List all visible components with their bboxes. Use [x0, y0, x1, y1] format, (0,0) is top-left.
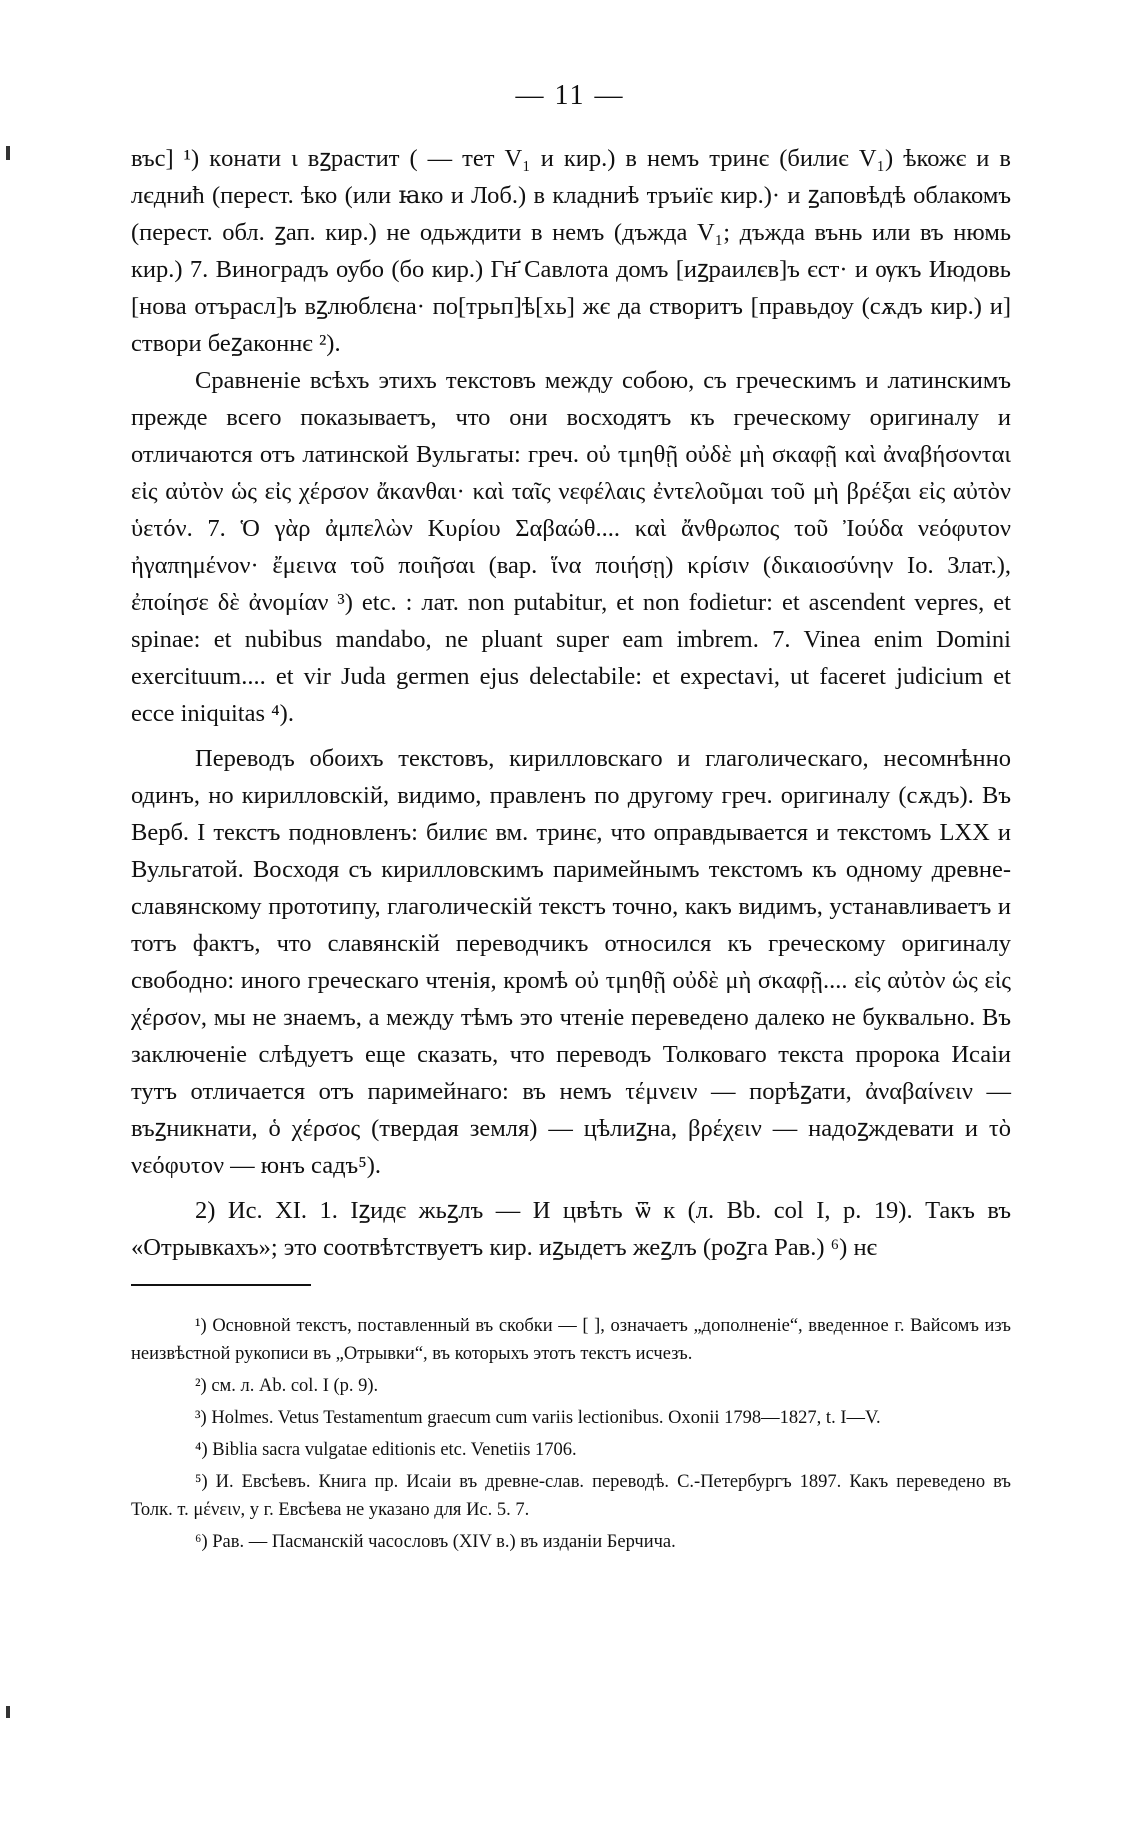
- footnote-1: ¹) Основной текстъ, поставленный въ скобки — [ ], означаетъ „дополненіе“, введенное г. Вайсомъ изъ неизвѣстной рукописи въ „Отрывки“, въ которыхъ этотъ текстъ исчезъ.: [131, 1316, 1011, 1364]
- footnote-separator: [131, 1284, 311, 1286]
- footnote-6: ⁶) Рав. — Пасманскій часословъ (XIV в.) въ изданіи Берчича.: [195, 1532, 676, 1552]
- footnote-2: ²) см. л. Ab. col. I (p. 9).: [195, 1376, 379, 1396]
- footnote-5: ⁵) И. Евсѣевъ. Книга пр. Исаіи въ древне-слав. переводѣ. С.-Петербургъ 1897. Какъ переведено въ Толк. т. μένειν, у г. Евсѣева не указано для Ис. 5. 7.: [131, 1472, 1011, 1520]
- paragraph-translation-analysis: Переводъ обоихъ текстовъ, кирилловскаго и глаголическаго, несомнѣнно одинъ, но кирилловскій, видимо, правленъ по другому греч. оригиналу (сѫдъ). Въ Верб. I текстъ подновленъ: билиє вм. тринє, что оправдывается и текстомъ LXX и Вульгатой. Восходя съ кирилловскимъ паримейнымъ текстомъ къ одному древне-славянскому прототипу, глаголическій текстъ точно, какъ видимъ, устанавливаетъ и тотъ фактъ, что славянскій переводчикъ относился къ греческому оригиналу свободно: иного греческаго чтенія, кромѣ οὐ τμηθῇ οὐδὲ μὴ σκαφῇ.... εἰς αὐτὸν ὡς εἰς χέρσον, мы не знаемъ, а между тѣмъ это чтеніе переведено далеко не буквально. Въ заключеніе слѣдуетъ еще сказать, что переводъ Толковаго текста пророка Исаіи тутъ отличается отъ паримейнаго: въ немъ τέμνειν — порѣꙁати, ἀναβαίνειν — въꙁникнати, ὁ χέρσος (твердая земля) — цѣлиꙁна, βρέχειν — надоꙁждевати и τὸ νεόφυτον — юнъ садъ⁵).: [131, 745, 1011, 1179]
- paragraph-glagolitic-text: въс] ¹) кoнaти ι вꙁрастит ( — тет V₁ и кир.) в немъ тринє (билиє V₁) ѣкожє и в лєднић (перест. ѣко (или ꙗко и Лоб.) в кладниѣ тръиїє кир.)· и ꙁаповѣдѣ облакомъ (перест. обл. ꙁап. кир.) не одьждити в немъ (дъжда V₁; дъжда вънь или въ нюмь кир.) 7. Виноградъ оубо (бо кир.) Гн҃ Савлота домъ [иꙁраилєв]ъ єст· и ѹкъ Июдовь [нова отърасл]ъ вꙁлюблєна· по[трьп]ѣ[хь] жє да створитъ [правьдоу (сѫдъ кир.) и] створи беꙁаконнє ²).: [131, 145, 1011, 357]
- margin-mark: [6, 146, 10, 160]
- footnotes: [131, 1312, 1011, 1560]
- page-number: — 11 —: [515, 80, 625, 111]
- paragraph-comparison: Сравненіе всѣхъ этихъ текстовъ между собою, съ греческимъ и латинскимъ прежде всего показываетъ, что они восходятъ къ греческому оригиналу и отличаются отъ латинской Вульгаты: греч. οὐ τμηθῇ οὐδὲ μὴ σκαφῇ καὶ ἀναβήσονται εἰς αὐτὸν ὡς εἰς χέρσον ἄκανθαι· καὶ ταῖς νεφέλαις ἐντελοῦμαι τοῦ μὴ βρέξαι εἰς αὐτὸν ὑετόν. 7. Ὁ γὰρ ἀμπελὼν Κυρίου Σαβαώθ.... καὶ ἄνθρωπος τοῦ Ἰούδα νεόφυτον ἠγαπημένον· ἔμεινα τοῦ ποιῆσαι (вар. ἵνα ποιήσῃ) κρίσιν (δικαιοσύνην Іо. Злат.), ἐποίησε δὲ ἀνομίαν ³) etc. : лат. non putabitur, et non fodietur: et ascendent vepres, et spinae: et nubibus mandabo, ne pluant super eam imbrem. 7. Vinea enim Domini exercituum.... et vir Juda germen ejus delectabile: et expectavi, ut faceret judicium et ecce iniquitas ⁴).: [131, 367, 1011, 727]
- main-text: [131, 140, 1011, 1266]
- paragraph-isaiah-11: 2) Ис. XI. 1. Іꙁидє жьꙁлъ — И цвѣть ѿ к (л. Bb. col I, p. 19). Такъ въ «Отрывкахъ»; это соотвѣтствуетъ кир. иꙁыдетъ жеꙁлъ (роꙁга Рав.) ⁶) нє: [131, 1197, 1011, 1261]
- footnote-3: ³) Holmes. Vetus Testamentum graecum cum variis lectionibus. Oxonii 1798—1827, t. I—V.: [195, 1408, 881, 1428]
- footnote-4: ⁴) Biblia sacra vulgatae editionis etc. Venetiis 1706.: [195, 1440, 577, 1460]
- margin-mark: [6, 1706, 10, 1718]
